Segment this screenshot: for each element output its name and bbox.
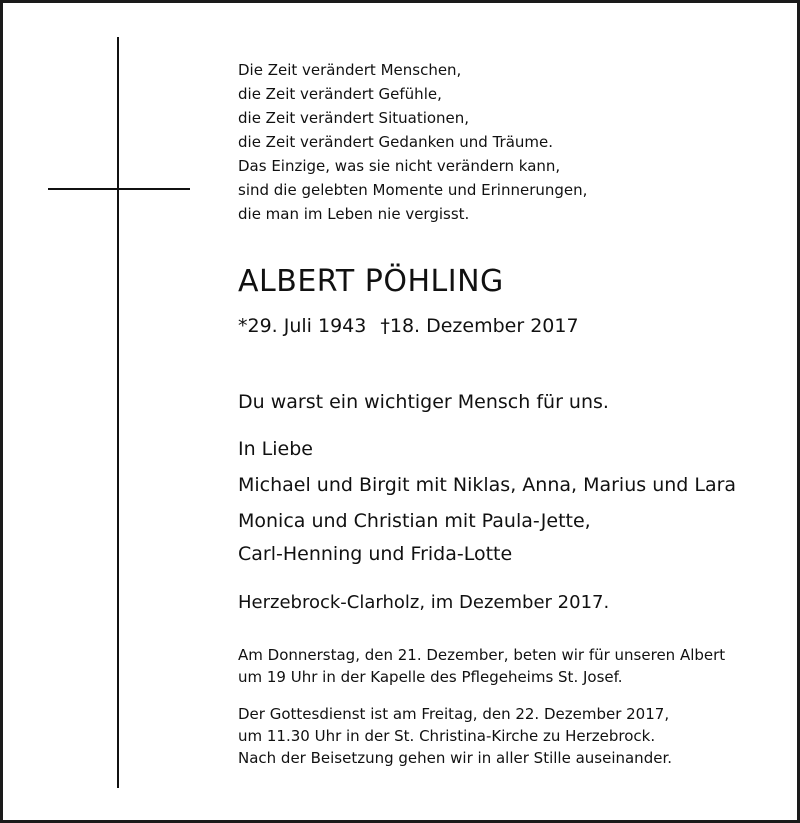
cross-icon-horizontal <box>48 188 190 190</box>
birth-date: *29. Juli 1943 <box>238 315 367 337</box>
service-info <box>238 703 672 769</box>
poem-line: die Zeit verändert Gedanken und Träume. <box>238 133 554 151</box>
poem-line: die man im Leben nie vergisst. <box>238 205 470 223</box>
service-line: um 11.30 Uhr in der St. Christina-Kirche zu Herzebrock. <box>238 727 656 745</box>
service-line: Der Gottesdienst ist am Freitag, den 22. Dezember 2017, <box>238 705 670 723</box>
prayer-line: Am Donnerstag, den 21. Dezember, beten wir für unseren Albert <box>238 646 726 664</box>
place-date: Herzebrock-Clarholz, im Dezember 2017. <box>238 592 610 613</box>
service-line: Nach der Beisetzung gehen wir in aller Stille auseinander. <box>238 749 672 767</box>
poem-line: die Zeit verändert Gefühle, <box>238 85 442 103</box>
death-date: †18. Dezember 2017 <box>380 315 579 337</box>
poem-line: Die Zeit verändert Menschen, <box>238 61 462 79</box>
poem-line: sind die gelebten Momente und Erinnerungen, <box>238 181 588 199</box>
deceased-name: ALBERT PÖHLING <box>238 264 504 299</box>
mourners-intro: In Liebe <box>238 438 313 460</box>
cross-icon-vertical <box>117 37 119 788</box>
poem-line: Das Einzige, was sie nicht verändern kann, <box>238 157 561 175</box>
prayer-info <box>238 644 725 688</box>
tribute-line: Du warst ein wichtiger Mensch für uns. <box>238 391 609 413</box>
poem <box>238 58 587 226</box>
life-dates <box>238 312 579 340</box>
mourner-line: Michael und Birgit mit Niklas, Anna, Marius und Lara <box>238 474 737 496</box>
mourner-line: Carl-Henning und Frida-Lotte <box>238 543 513 565</box>
poem-line: die Zeit verändert Situationen, <box>238 109 470 127</box>
prayer-line: um 19 Uhr in der Kapelle des Pflegeheims St. Josef. <box>238 668 623 686</box>
mourner-line: Monica und Christian mit Paula-Jette, <box>238 510 591 532</box>
